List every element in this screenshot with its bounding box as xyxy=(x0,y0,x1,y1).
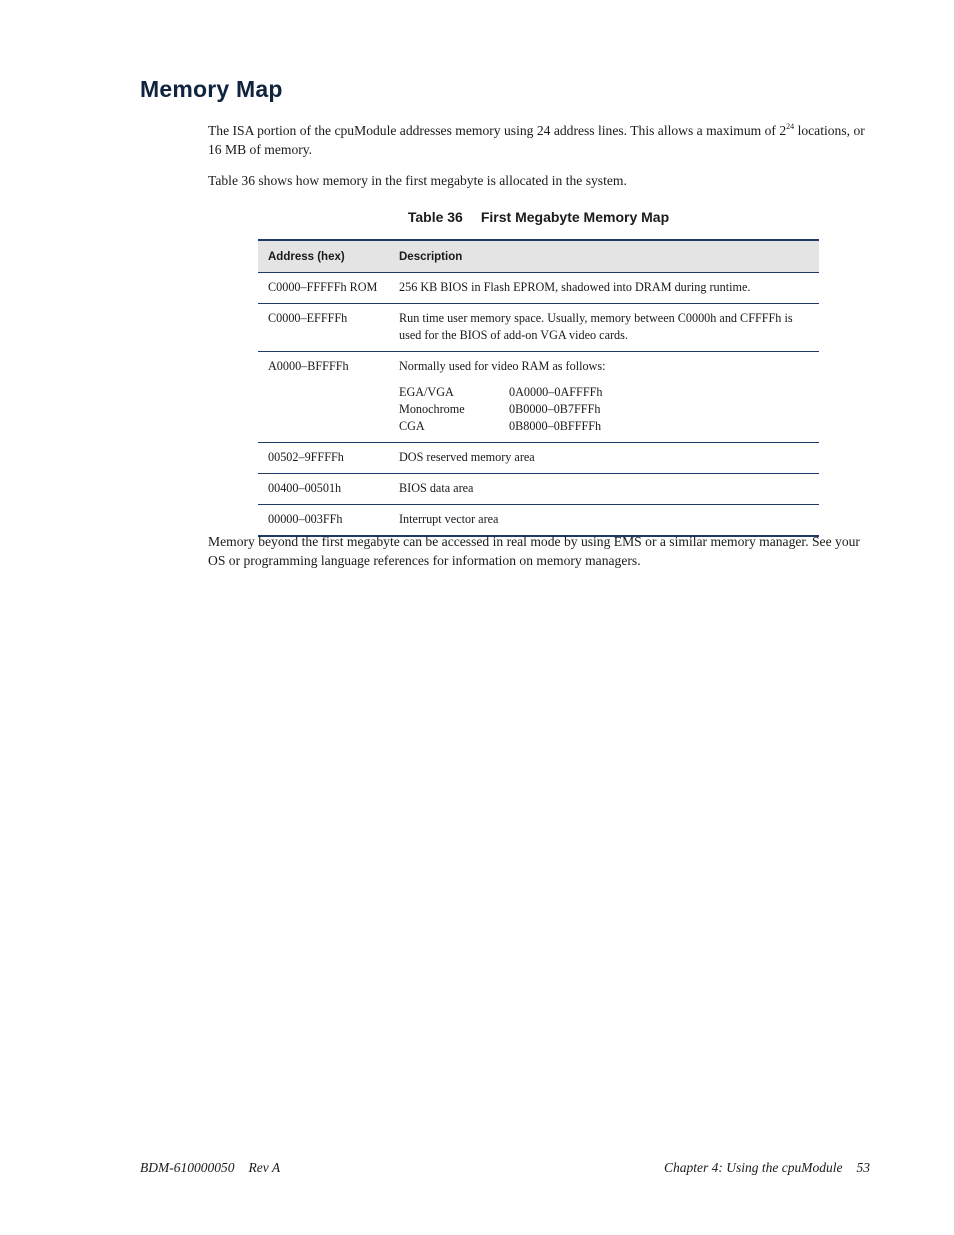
video-mode-range: 0A0000–0AFFFFh xyxy=(509,385,603,399)
address-cell: A0000–BFFFFh xyxy=(258,352,389,443)
address-cell: 00502–9FFFFh xyxy=(258,443,389,474)
footer-document-id xyxy=(140,1160,280,1176)
footer-doc-number: BDM-610000050 xyxy=(140,1160,235,1175)
table-row xyxy=(258,273,819,304)
address-cell: C0000–EFFFFh xyxy=(258,304,389,352)
video-ram-item xyxy=(399,418,809,435)
description-cell: DOS reserved memory area xyxy=(389,443,819,474)
video-mode-name: EGA/VGA xyxy=(399,385,454,399)
table-reference-paragraph: Table 36 shows how memory in the first megabyte is allocated in the system. xyxy=(208,173,627,188)
footer-revision: Rev A xyxy=(248,1160,281,1175)
address-cell: 00000–003FFh xyxy=(258,505,389,537)
table-caption xyxy=(258,209,819,225)
intro-text: The ISA portion of the cpuModule addresses memory using 24 address lines. This allows a maximum of 2 xyxy=(208,123,787,138)
column-header-description: Description xyxy=(389,240,819,273)
video-mode-name: CGA xyxy=(399,419,425,433)
description-cell: BIOS data area xyxy=(389,474,819,505)
description-text: Normally used for video RAM as follows: xyxy=(399,359,606,373)
table-row xyxy=(258,443,819,474)
description-cell: Run time user memory space. Usually, memory between C0000h and CFFFFh is used for the BIOS of add-on VGA video cards. xyxy=(389,304,819,352)
video-ram-list xyxy=(399,384,809,435)
column-header-address: Address (hex) xyxy=(258,240,389,273)
table-caption-number: Table 36 xyxy=(407,209,463,225)
intro-text-continued: locations, or 16 MB of memory. xyxy=(208,123,865,157)
address-cell: 00400–00501h xyxy=(258,474,389,505)
page-title: Memory Map xyxy=(140,76,283,102)
exponent: 24 xyxy=(786,122,795,131)
table-header-row xyxy=(258,240,819,273)
closing-paragraph: Memory beyond the first megabyte can be accessed in real mode by using EMS or a similar memory manager. See your OS or programming language references for information on memory managers. xyxy=(208,534,860,568)
memory-map-table xyxy=(258,239,819,537)
video-ram-item xyxy=(399,384,809,401)
video-mode-range: 0B0000–0B7FFFh xyxy=(509,402,601,416)
video-mode-range: 0B8000–0BFFFFh xyxy=(509,419,602,433)
description-cell: 256 KB BIOS in Flash EPROM, shadowed into DRAM during runtime. xyxy=(389,273,819,304)
footer-chapter: Chapter 4: Using the cpuModule xyxy=(664,1160,843,1175)
description-cell xyxy=(389,352,819,443)
video-mode-name: Monochrome xyxy=(399,402,465,416)
table-row xyxy=(258,352,819,443)
table-caption-title: First Megabyte Memory Map xyxy=(480,209,670,225)
footer-chapter-info xyxy=(664,1160,870,1176)
table-row xyxy=(258,304,819,352)
description-cell: Interrupt vector area xyxy=(389,505,819,537)
address-cell: C0000–FFFFFh ROM xyxy=(258,273,389,304)
page-number: 53 xyxy=(856,1160,870,1175)
intro-paragraph xyxy=(208,121,868,159)
video-ram-item xyxy=(399,401,809,418)
table-row xyxy=(258,474,819,505)
